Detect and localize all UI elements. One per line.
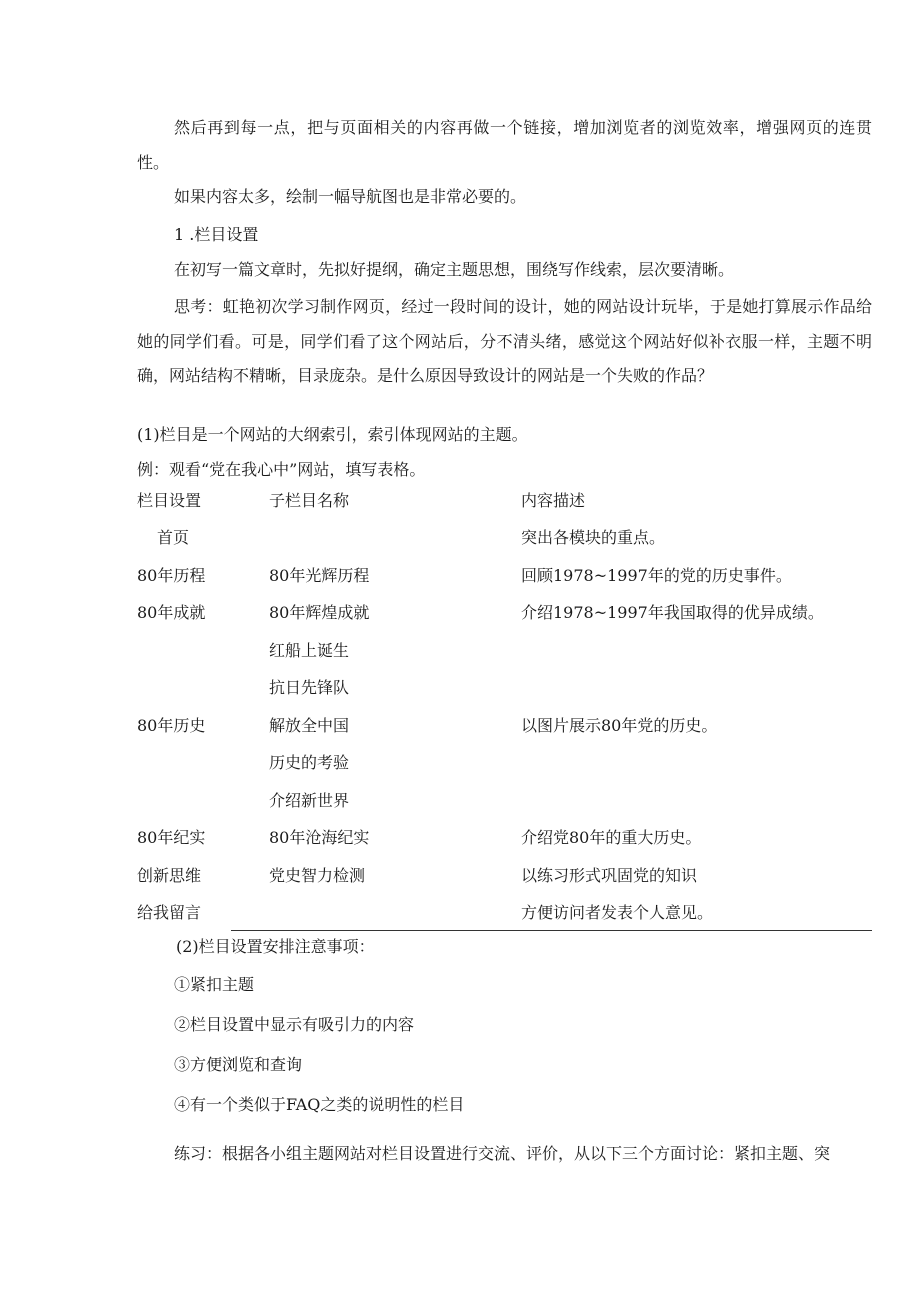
table-cell-col1: 80年成就 (137, 603, 206, 622)
notes-heading: (2)栏目设置安排注意事项： (176, 937, 375, 956)
paragraph-outline: 在初写一篇文章时，先拟好提纲，确定主题思想，围绕写作线索，层次要清晰。 (174, 260, 735, 279)
paragraph-column-definition: (1)栏目是一个网站的大纲索引，索引体现网站的主题。 (137, 425, 528, 444)
note-item: ④有一个类似于FAQ之类的说明性的栏目 (174, 1095, 465, 1114)
table-cell-col2: 介绍新世界 (269, 791, 350, 810)
paragraph-exercise: 练习：根据各小组主题网站对栏目设置进行交流、评价，从以下三个方面讨论：紧扣主题、突 (174, 1144, 831, 1163)
table-cell-col2: 80年沧海纪实 (269, 828, 370, 847)
table-header-column-setup: 栏目设置 (137, 491, 202, 510)
table-cell-col2: 解放全中国 (269, 716, 350, 735)
table-cell-col3: 回顾1978~1997年的党的历史事件。 (521, 566, 792, 585)
table-cell-col1: 创新思维 (137, 866, 202, 885)
section-heading-column-setup: 1 .栏目设置 (174, 225, 259, 244)
table-bottom-rule (231, 930, 872, 931)
table-header-content-description: 内容描述 (521, 491, 586, 510)
note-item: ③方便浏览和查询 (174, 1055, 303, 1074)
note-item: ②栏目设置中显示有吸引力的内容 (174, 1015, 415, 1034)
table-cell-col1: 80年纪实 (137, 828, 206, 847)
table-cell-col2: 80年光辉历程 (269, 566, 370, 585)
paragraph-example: 例：观看“党在我心中”网站，填写表格。 (137, 460, 426, 479)
table-cell-col2: 抗日先锋队 (269, 678, 350, 697)
paragraph-thinking: 思考：虹艳初次学习制作网页，经过一段时间的设计，她的网站设计玩毕，于是她打算展示作品给她的同学们看。可是，同学们看了这个网站后，分不清头绪，感觉这个网站好似补衣服一样，主题不明确，网站结构不精晰，目录庞杂。是什么原因导致设计的网站是一个失败的作品？ (137, 297, 872, 385)
table-cell-col3: 介绍党80年的重大历史。 (521, 828, 702, 847)
paragraph-link-efficiency: 然后再到每一点，把与页面相关的内容再做一个链接，增加浏览者的浏览效率，增强网页的连贯性。 (137, 118, 872, 172)
table-header-subcolumn-name: 子栏目名称 (269, 491, 350, 510)
table-cell-col2: 红船上诞生 (269, 641, 350, 660)
table-cell-col2: 80年辉煌成就 (269, 603, 370, 622)
table-cell-col1: 首页 (157, 528, 190, 547)
table-cell-col1: 80年历程 (137, 566, 206, 585)
table-cell-col1: 给我留言 (137, 903, 202, 922)
table-cell-col3: 以图片展示80年党的历史。 (521, 716, 718, 735)
table-cell-col2: 党史智力检测 (269, 866, 366, 885)
table-cell-col3: 以练习形式巩固党的知识 (521, 866, 698, 885)
note-item: ①紧扣主题 (174, 975, 255, 994)
table-cell-col1: 80年历史 (137, 716, 206, 735)
table-cell-col3: 介绍1978~1997年我国取得的优异成绩。 (521, 603, 824, 622)
table-cell-col2: 历史的考验 (269, 753, 350, 772)
table-cell-col3: 方便访问者发表个人意见。 (521, 903, 714, 922)
table-cell-col3: 突出各模块的重点。 (521, 528, 666, 547)
paragraph-navigation-map: 如果内容太多，绘制一幅导航图也是非常必要的。 (174, 187, 527, 206)
